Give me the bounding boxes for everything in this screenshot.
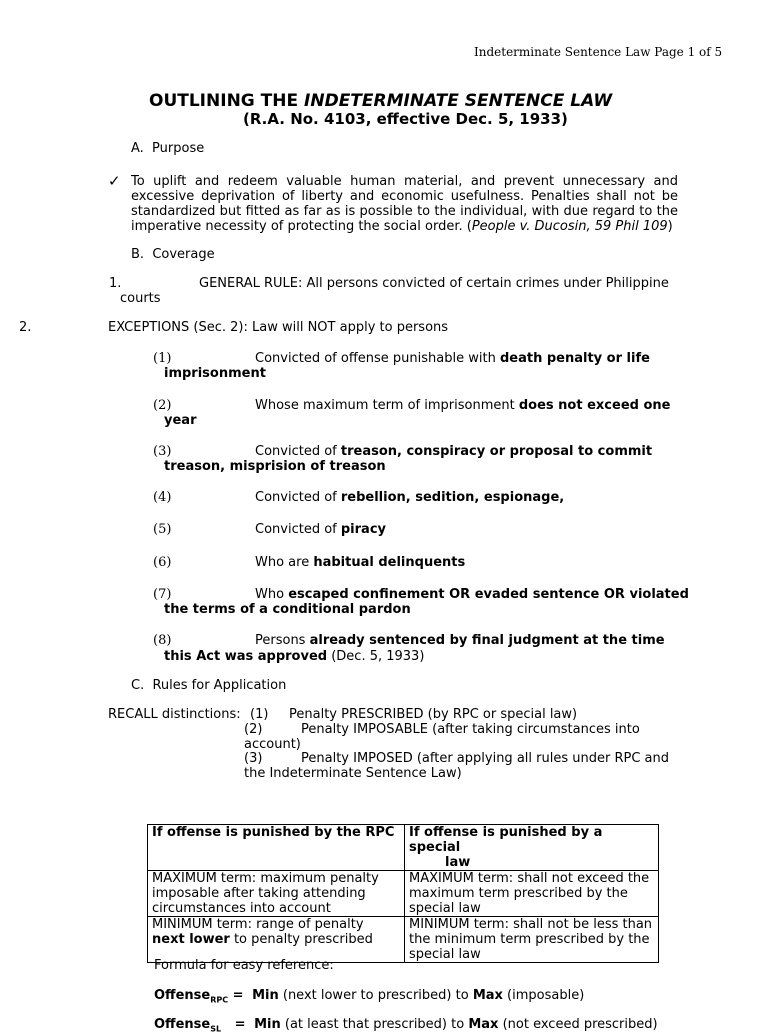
- exception-continued: the terms of a conditional pardon: [164, 602, 411, 617]
- exception-continued: imprisonment: [164, 366, 266, 381]
- table-cell: MAXIMUM term: maximum penalty imposable after taking attending circumstances into account: [148, 871, 405, 917]
- recall-item-number: (1): [250, 707, 269, 722]
- exception-number: (7): [153, 587, 172, 602]
- document-title: OUTLINING THE INDETERMINATE SENTENCE LAW: [149, 91, 613, 111]
- formula-special-law: Offense$_{SL}$ = Min (at least that prescribed) to Max (not exceed prescribed): [154, 1017, 658, 1034]
- check-icon: ✓: [108, 172, 121, 190]
- recall-item-continued: account): [244, 737, 301, 752]
- recall-label: RECALL distinctions:: [108, 707, 241, 722]
- table-cell: MINIMUM term: range of penalty next lower to penalty prescribed: [148, 917, 405, 963]
- recall-item-continued: the Indeterminate Sentence Law): [244, 766, 462, 781]
- formula-rpc: Offense$_{RPC}$ = Min (next lower to prescribed) to Max (imposable): [154, 988, 585, 1005]
- exception-continued: treason, misprision of treason: [164, 459, 386, 474]
- table-header-rpc: If offense is punished by the RPC: [148, 825, 405, 871]
- rule-2-text: EXCEPTIONS (Sec. 2): Law will NOT apply to persons: [108, 320, 449, 335]
- exception-number: (5): [153, 522, 172, 537]
- table-cell: MINIMUM term: shall not be less than the minimum term prescribed by the special law: [405, 917, 659, 963]
- rule-1-continued: courts: [120, 291, 161, 306]
- table-row: [148, 917, 659, 963]
- table-header-row: [148, 825, 659, 871]
- exception-number: (1): [153, 351, 172, 366]
- page-header: Indeterminate Sentence Law Page 1 of 5: [474, 45, 723, 59]
- exception-number: (2): [153, 398, 172, 413]
- exception-text: Convicted of treason, conspiracy or proposal to commit: [255, 444, 653, 459]
- table-header-special-law: If offense is punished by a special law: [405, 825, 659, 871]
- recall-item-text: Penalty IMPOSED (after applying all rules under RPC and: [301, 751, 669, 766]
- formula-label: Formula for easy reference:: [154, 958, 334, 973]
- rule-1-number: 1.: [109, 276, 122, 291]
- exception-continued: year: [164, 413, 197, 428]
- purpose-paragraph: To uplift and redeem valuable human material, and prevent unnecessary and excessive deprivation of liberty and economic usefulness. Penalties shall not be standardized but fitted as far as is possible to the individual, with due regard to the imperative necessity of protecting the social order. (People v. Ducosin, 59 Phil 109): [131, 174, 678, 234]
- exception-text: Convicted of piracy: [255, 522, 387, 537]
- rule-1-text: GENERAL RULE: All persons convicted of certain crimes under Philippine: [199, 276, 669, 291]
- exception-continued: this Act was approved (Dec. 5, 1933): [164, 649, 425, 664]
- recall-item-text: Penalty PRESCRIBED (by RPC or special law): [289, 707, 578, 722]
- exception-text: Who escaped confinement OR evaded sentence OR violated: [255, 587, 689, 602]
- exception-number: (4): [153, 490, 172, 505]
- recall-item-text: Penalty IMPOSABLE (after taking circumstances into: [301, 722, 640, 737]
- recall-item-number: (2): [244, 722, 263, 737]
- exception-text: Whose maximum term of imprisonment does not exceed one: [255, 398, 671, 413]
- table-cell: MAXIMUM term: shall not exceed the maximum term prescribed by the special law: [405, 871, 659, 917]
- table-row: [148, 871, 659, 917]
- section-b-heading: B. Coverage: [131, 247, 215, 262]
- exception-text: Who are habitual delinquents: [255, 555, 466, 570]
- exception-text: Persons already sentenced by final judgment at the time: [255, 633, 665, 648]
- section-a-heading: A. Purpose: [131, 141, 205, 156]
- section-c-heading: C. Rules for Application: [131, 678, 287, 693]
- document-subtitle: (R.A. No. 4103, effective Dec. 5, 1933): [243, 110, 568, 128]
- exception-number: (8): [153, 633, 172, 648]
- exception-number: (6): [153, 555, 172, 570]
- recall-item-number: (3): [244, 751, 263, 766]
- exception-number: (3): [153, 444, 172, 459]
- rule-2-number: 2.: [19, 320, 32, 335]
- exception-text: Convicted of offense punishable with death penalty or life: [255, 351, 650, 366]
- comparison-table: [147, 824, 659, 963]
- exception-text: Convicted of rebellion, sedition, espionage,: [255, 490, 565, 505]
